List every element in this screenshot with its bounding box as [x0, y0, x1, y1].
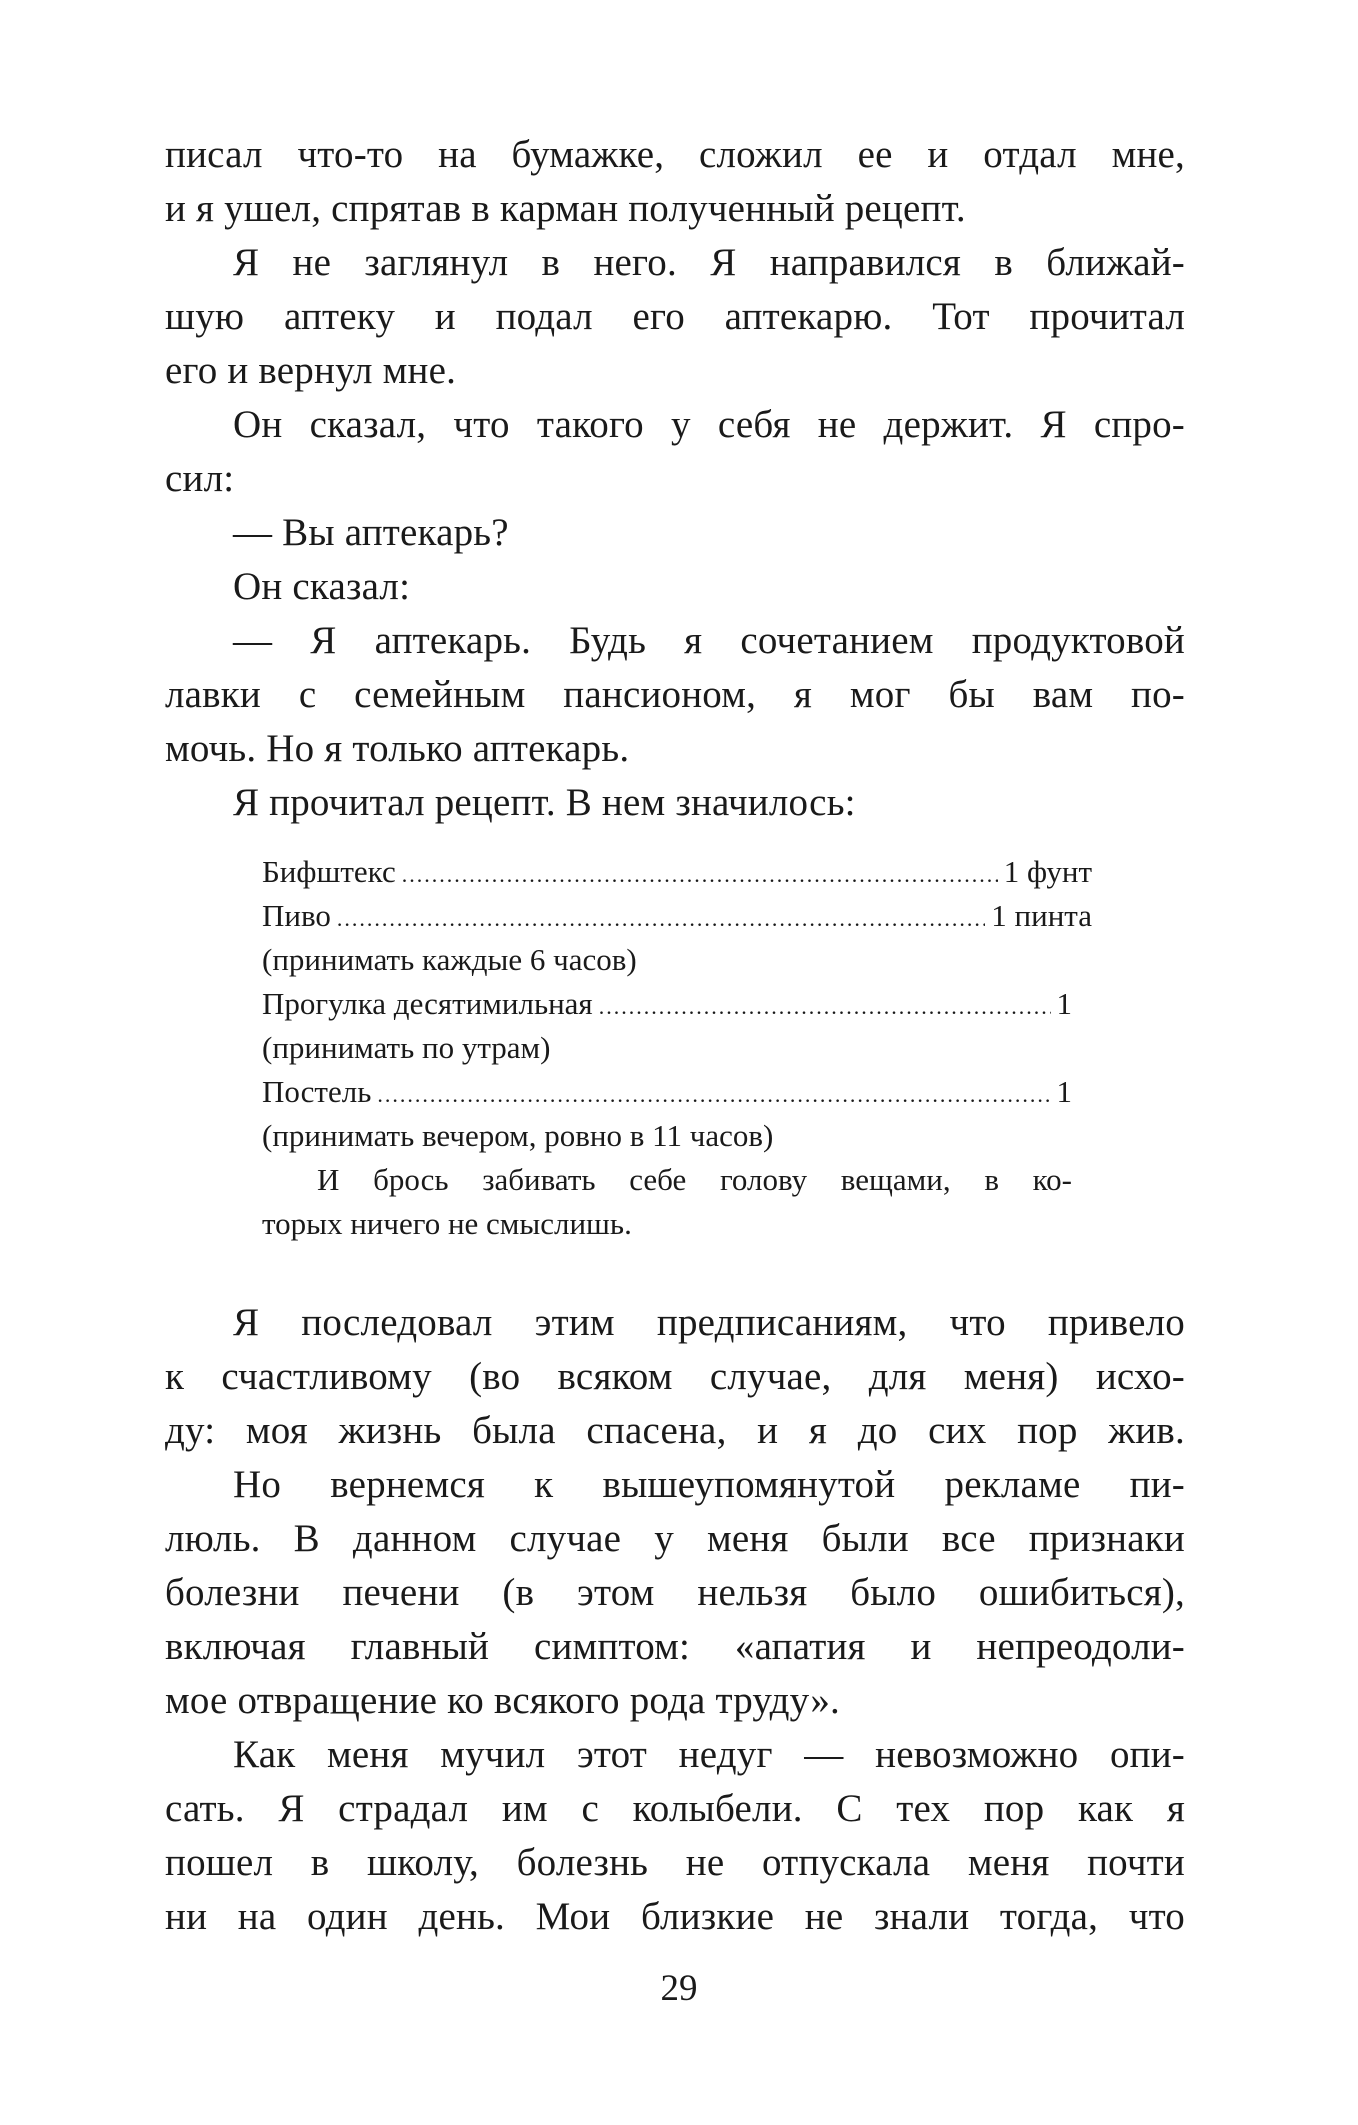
recipe-item	[262, 982, 1072, 1026]
text-line: мочь. Но я только аптекарь.	[165, 727, 630, 770]
recipe-block	[262, 850, 1092, 1246]
dot-leader	[337, 897, 985, 941]
text-line: болезни печени (в этом нельзя было ошибиться),	[165, 1571, 1185, 1614]
recipe-item-amount: 1	[1056, 1074, 1072, 1109]
text-line: пошел в школу, болезнь не отпускала меня почти	[165, 1841, 1185, 1884]
recipe-item-name: Прогулка десятимильная	[262, 986, 593, 1021]
text-line: Я последовал этим предписаниям, что привело	[233, 1301, 1185, 1344]
text-line: Он сказал:	[233, 565, 411, 608]
recipe-note: (принимать вечером, ровно в 11 часов)	[262, 1118, 774, 1153]
text-line: Как меня мучил этот недуг — невозможно опи-	[233, 1733, 1185, 1776]
dialogue-line: — Вы аптекарь?	[233, 511, 509, 554]
recipe-item-amount: 1 пинта	[991, 898, 1092, 933]
recipe-advice-line: И брось забивать себе голову вещами, в ко-	[317, 1162, 1072, 1197]
text-line: к счастливому (во всяком случае, для меня) исхо-	[165, 1355, 1185, 1398]
recipe-item-amount: 1 фунт	[1003, 854, 1092, 889]
page-number: 29	[660, 1968, 698, 2009]
recipe-item	[262, 1070, 1072, 1114]
text-line: ду: моя жизнь была спасена, и я до сих пор жив.	[165, 1409, 1185, 1452]
recipe-item-amount: 1	[1056, 986, 1072, 1021]
text-line: включая главный симптом: «апатия и непреодоли-	[165, 1625, 1185, 1668]
recipe-note: (принимать каждые 6 часов)	[262, 942, 637, 977]
text-line: мое отвращение ко всякого рода труду».	[165, 1679, 840, 1722]
text-line: Но вернемся к вышеупомянутой рекламе пи-	[233, 1463, 1185, 1506]
text-line: шую аптеку и подал его аптекарю. Тот прочитал	[165, 295, 1185, 338]
text-line: писал что-то на бумажке, сложил ее и отдал мне,	[165, 133, 1185, 176]
text-line: Он сказал, что такого у себя не держит. Я спро-	[233, 403, 1185, 446]
text-line: ни на один день. Мои близкие не знали тогда, что	[165, 1895, 1185, 1938]
text-line: сать. Я страдал им с колыбели. С тех пор как я	[165, 1787, 1185, 1830]
dot-leader	[377, 1073, 1050, 1117]
recipe-item-name: Пиво	[262, 898, 331, 933]
dot-leader	[402, 853, 998, 897]
text-line: и я ушел, спрятав в карман полученный рецепт.	[165, 187, 966, 230]
recipe-item-name: Бифштекс	[262, 854, 396, 889]
recipe-item-name: Постель	[262, 1074, 372, 1109]
book-page	[165, 128, 1185, 1944]
text-line: сил:	[165, 457, 235, 500]
recipe-note: (принимать по утрам)	[262, 1030, 551, 1065]
text-line: люль. В данном случае у меня были все признаки	[165, 1517, 1185, 1560]
text-line: лавки с семейным пансионом, я мог бы вам по-	[165, 673, 1185, 716]
recipe-advice-line: торых ничего не смыслишь.	[262, 1206, 632, 1241]
dot-leader	[599, 985, 1051, 1029]
recipe-item	[262, 894, 1092, 938]
recipe-item	[262, 850, 1092, 894]
paragraph-block-bottom	[165, 1296, 1185, 1944]
paragraph-block-top	[165, 128, 1185, 830]
text-line: Я не заглянул в него. Я направился в ближай-	[233, 241, 1185, 284]
text-line: его и вернул мне.	[165, 349, 457, 392]
dialogue-line: — Я аптекарь. Будь я сочетанием продуктовой	[233, 619, 1185, 662]
text-line: Я прочитал рецепт. В нем значилось:	[233, 781, 856, 824]
